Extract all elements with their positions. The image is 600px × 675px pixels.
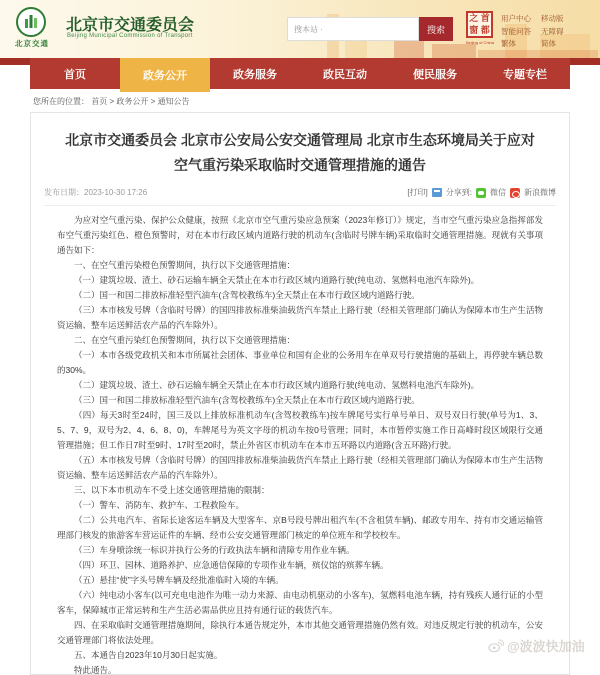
weibo-watermark: @波波快加油 (488, 636, 585, 655)
paragraph: （四）每天3时至24时，国三及以上排放标准机动车(含驾校教练车)按车牌尾号实行单号单日、双号双日行驶(单号为1、3、5、7、9，双号为2、4、6、8、0)，车牌尾号为英文字母的机动车按0号管理；同时，本市暂停实施工作日高峰时段区域限行交通管理措施；但工作日7时至9时、17时至20时，禁止外省区市机动车在本市五环路以内道路(含五环路)行驶。 (57, 410, 543, 450)
paragraph: （一）建筑垃圾、渣土、砂石运输车辆全天禁止在本市行政区域内道路行驶(纯电动、氢燃料电池汽车除外)。 (74, 275, 480, 285)
paragraph: （三）国一和国二排放标准轻型汽油车(含驾校教练车)全天禁止在本市行政区域内道路行驶。 (74, 395, 420, 405)
breadcrumb-path[interactable]: 首页 > 政务公开 > 通知公告 (91, 97, 190, 106)
article-body (31, 206, 569, 675)
wechat-icon[interactable] (476, 188, 486, 198)
paragraph: 特此通告。 (74, 665, 117, 675)
paragraph: （一）警车、消防车、救护车、工程救险车。 (74, 500, 245, 510)
print-button[interactable]: [打印] (407, 188, 428, 197)
printer-icon[interactable] (432, 188, 442, 197)
paragraph: （三）本市核发号牌（含临时号牌）的国四排放标准柴油载货汽车禁止上路行驶（经相关管理部门确认为保障本市生产生活物资运输、整车运送鲜活农产品的汽车除外）。 (57, 305, 543, 330)
link-traditional-chinese[interactable]: 繁体 (501, 39, 516, 48)
search-input[interactable] (287, 17, 419, 41)
quick-links-col2 (541, 13, 564, 51)
paragraph: （四）环卫、园林、道路养护、应急通信保障的专项作业车辆，殡仪馆的殡葬车辆。 (74, 560, 389, 570)
paragraph: （二）建筑垃圾、渣土、砂石运输车辆全天禁止在本市行政区域内道路行驶(纯电动、氢燃料电池汽车除外)。 (74, 380, 480, 390)
article-panel (30, 112, 570, 675)
nav-item-home[interactable]: 首页 (64, 68, 86, 81)
paragraph: （三）车身喷涂统一标识并执行公务的行政执法车辆和清障专用作业车辆。 (74, 545, 355, 555)
nav-item-public-interaction[interactable]: 政民互动 (323, 68, 367, 81)
paragraph: 五、本通告自2023年10月30日起实施。 (74, 650, 223, 660)
paragraph: 三、以下本市机动车不受上述交通管理措施的限制： (74, 485, 270, 495)
agency-logo-icon[interactable] (16, 7, 46, 37)
quick-links-col1 (501, 13, 531, 51)
link-mobile-version[interactable]: 移动版 (541, 14, 564, 23)
article-meta (44, 187, 556, 206)
capital-window-seal-icon[interactable]: 之 首 窗 都 (466, 11, 493, 38)
nav-item-special-topics[interactable]: 专题专栏 (503, 68, 547, 81)
paragraph: （五）悬挂“使”字头号牌车辆及经批准临时入境的车辆。 (74, 575, 284, 585)
link-user-center[interactable]: 用户中心 (501, 14, 531, 23)
nav-item-gov-services[interactable]: 政务服务 (233, 68, 277, 81)
link-smart-qa[interactable]: 智能问答 (501, 26, 531, 36)
breadcrumb-prefix: 您所在的位置： (33, 97, 89, 106)
site-header (0, 0, 600, 58)
nav-item-convenience-services[interactable]: 便民服务 (413, 68, 457, 81)
paragraph: 一、在空气重污染橙色预警期间，执行以下交通管理措施： (74, 260, 296, 270)
site-search (287, 17, 453, 41)
paragraph: （二）国一和国二排放标准轻型汽油车(含驾校教练车)全天禁止在本市行政区域内道路行驶。 (74, 290, 420, 300)
weibo-eye-icon (488, 639, 504, 653)
share-label: 分享到: (445, 188, 472, 197)
paragraph: （五）本市核发号牌（含临时号牌）的国四排放标准柴油载货汽车禁止上路行驶（经相关管理部门确认为保障本市生产生活物资运输、整车运送鲜活农产品的汽车除外）。 (57, 455, 543, 480)
nav-item-gov-disclosure[interactable]: 政务公开 (120, 58, 210, 92)
share-weibo-button[interactable]: 新浪微博 (524, 188, 556, 197)
link-accessibility[interactable]: 无障碍 (541, 26, 564, 36)
paragraph: （二）公共电汽车、省际长途客运车辆及大型客车、京B号段号牌出租汽车(不含租赁车辆)、邮政专用车、持有市交通运输管理部门核发的旅游客车营运证件的车辆、经市公安交通管理部门核定的单位班车和学校校车。 (57, 515, 543, 540)
link-simplified-chinese[interactable]: 简体 (541, 39, 556, 48)
share-wechat-button[interactable]: 微信 (490, 188, 506, 197)
paragraph: 为应对空气重污染、保护公众健康，按照《北京市空气重污染应急预案（2023年修订）》规定，当市空气重污染应急指挥部发布空气重污染红色、橙色预警时，对在本市行政区域内道路行驶的机动车(含临时号牌车辆)采取临时交通管理措施。现就有关事项通告如下： (57, 215, 543, 255)
publish-date: 发布日期：2023-10-30 17:26 (44, 188, 148, 197)
page-title: 北京市交通委员会 北京市公安局公安交通管理局 北京市生态环境局关于应对空气重污染采取临时交通管理措施的通告 (65, 132, 535, 173)
seal-caption: Beijing of China (465, 40, 495, 45)
paragraph: （一）本市各级党政机关和本市所属社会团体、事业单位和国有企业的公务用车在单双号行驶措施的基础上，再停驶车辆总数的30%。 (57, 350, 543, 375)
paragraph: 二、在空气重污染红色预警期间，执行以下交通管理措施： (74, 335, 296, 345)
site-title-en: Beijing Municipal Commission of Transport (67, 33, 193, 39)
main-nav (30, 58, 570, 89)
search-button[interactable]: 搜索 (419, 17, 453, 41)
paragraph: 四、在采取临时交通管理措施期间，除执行本通告规定外，本市其他交通管理措施仍然有效。对违反规定行驶的机动车，公安交通管理部门将依法处理。 (57, 620, 543, 645)
logo-text: 北京交通 (15, 39, 49, 48)
paragraph: （六）纯电动小客车(以可充电电池作为唯一动力来源、由电动机驱动的小客车)，氢燃料电池车辆，持有残疾人通行证的小型客车，保障城市正常运转和生产生活必需品供应且持有通行证的载货汽车。 (57, 590, 543, 615)
site-title: 北京市交通委员会 (66, 17, 195, 34)
weibo-icon[interactable] (510, 188, 520, 198)
breadcrumb (33, 96, 189, 107)
